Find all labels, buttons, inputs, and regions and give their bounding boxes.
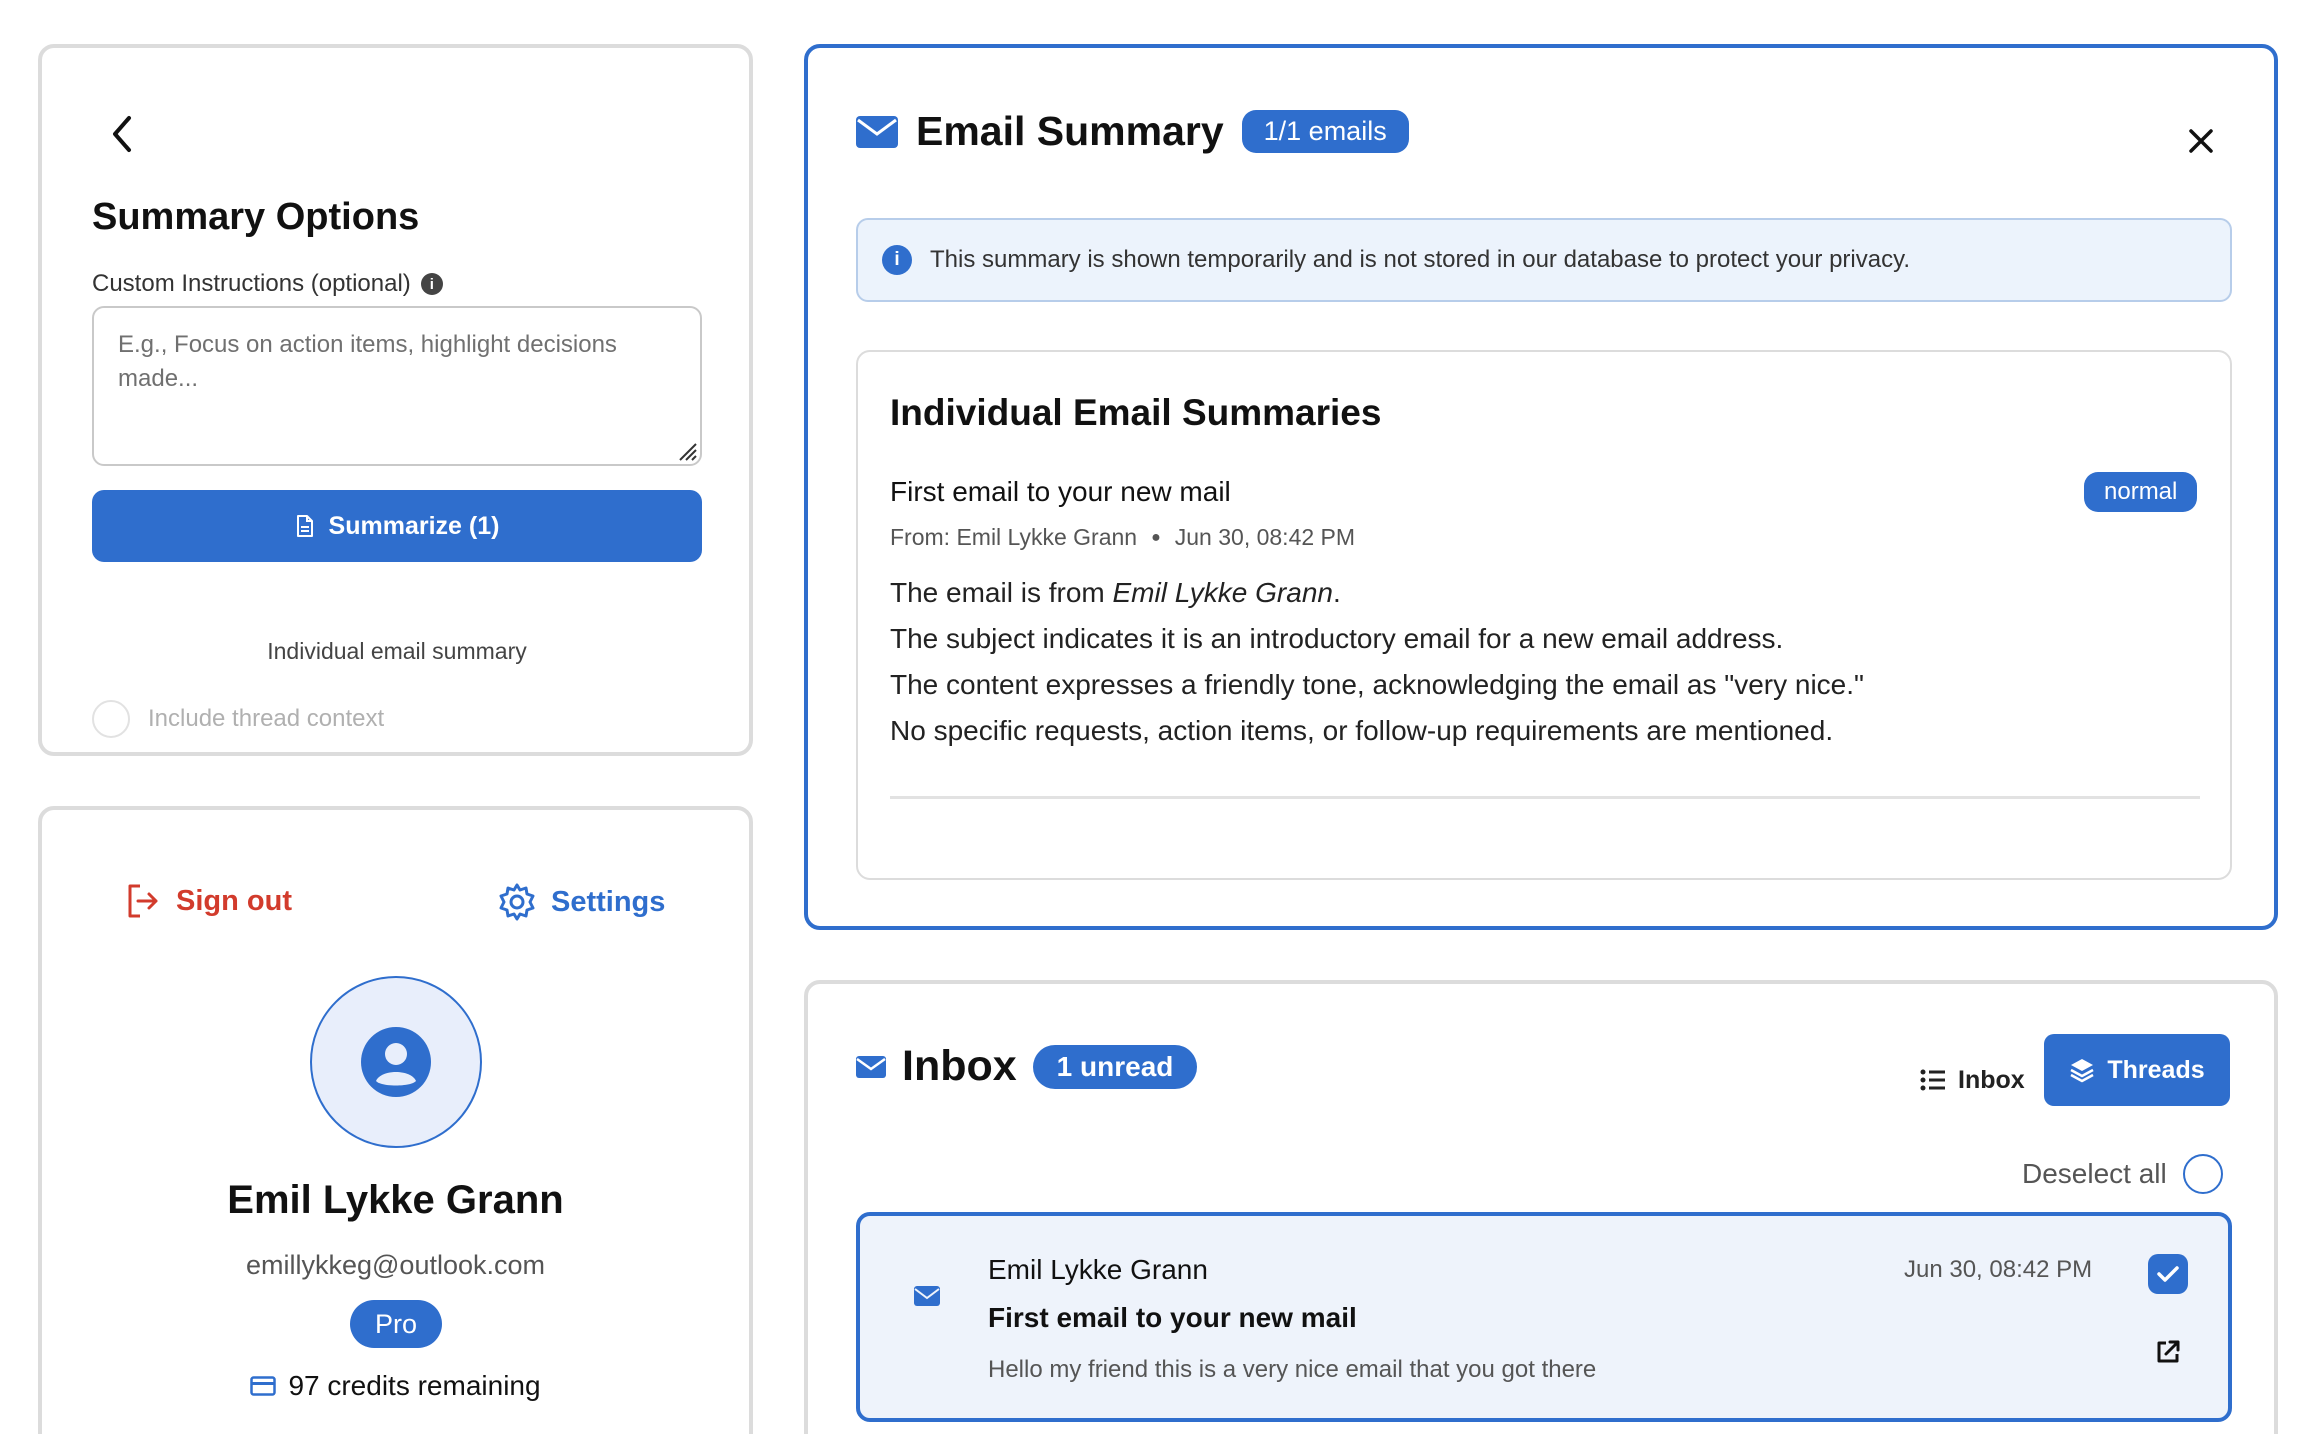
summary-email-subject: First email to your new mail xyxy=(890,476,1231,507)
summary-email-from: From: Emil Lykke Grann xyxy=(890,524,1138,550)
thread-context-checkbox[interactable] xyxy=(92,700,130,738)
envelope-icon xyxy=(914,1286,940,1306)
thread-context-label: Include thread context xyxy=(148,705,385,732)
unread-badge: 1 unread xyxy=(1033,1045,1198,1089)
inbox-view-button[interactable] xyxy=(1908,1046,2037,1114)
separator-dot: ● xyxy=(1151,528,1161,546)
sign-out-label: Sign out xyxy=(176,884,292,917)
credits-remaining xyxy=(42,1370,749,1402)
info-icon[interactable]: i xyxy=(421,273,443,295)
external-link-icon xyxy=(2154,1338,2182,1366)
deselect-all-label: Deselect all xyxy=(2022,1158,2167,1189)
envelope-icon xyxy=(856,116,898,148)
avatar xyxy=(310,976,482,1148)
list-icon xyxy=(1920,1069,1946,1091)
email-count-badge: 1/1 emails xyxy=(1242,110,1409,153)
custom-instructions-label xyxy=(92,270,443,298)
inbox-card xyxy=(804,980,2278,1434)
summary-line: The subject indicates it is an introductory email for a new email address. xyxy=(890,623,1784,654)
inbox-view-label: Inbox xyxy=(1958,1065,2025,1094)
email-list-item[interactable] xyxy=(856,1212,2232,1422)
inbox-title: Inbox xyxy=(902,1042,1017,1090)
summary-sender-name: Emil Lykke Grann xyxy=(1112,577,1333,608)
profile-card xyxy=(38,806,753,1434)
info-icon: i xyxy=(882,245,912,275)
individual-summaries-title: Individual Email Summaries xyxy=(890,392,1382,433)
summary-line: The content expresses a friendly tone, acknowledging the email as "very nice." xyxy=(890,669,1864,700)
document-icon xyxy=(295,514,315,538)
divider xyxy=(890,796,2200,799)
inbox-header xyxy=(856,1042,1197,1091)
close-icon xyxy=(2188,128,2214,154)
summary-email-date: Jun 30, 08:42 PM xyxy=(1174,524,1356,550)
summary-line: The email is from Emil Lykke Grann. xyxy=(890,577,1341,608)
email-subject: First email to your new mail xyxy=(988,1302,1357,1333)
back-button[interactable] xyxy=(92,104,152,164)
credits-text: 97 credits remaining xyxy=(288,1370,541,1401)
resize-grip-icon[interactable] xyxy=(676,440,698,462)
summarize-button-label: Summarize (1) xyxy=(328,511,500,540)
sign-out-button[interactable] xyxy=(126,882,292,920)
sign-out-icon xyxy=(126,882,160,920)
thread-context-row[interactable] xyxy=(92,700,384,738)
summary-mode-text: Individual email summary xyxy=(267,638,527,664)
privacy-notice-text: This summary is shown temporarily and is not stored in our database to protect your privacy. xyxy=(930,246,1910,273)
email-summary-header xyxy=(856,108,1409,155)
email-date: Jun 30, 08:42 PM xyxy=(1904,1256,2093,1283)
email-sender: Emil Lykke Grann xyxy=(988,1254,1208,1285)
summary-email-meta xyxy=(890,524,1355,551)
email-summary-title: Email Summary xyxy=(916,108,1224,154)
plan-badge: Pro xyxy=(350,1300,442,1348)
summary-email-body xyxy=(890,570,1864,754)
summary-options-title: Summary Options xyxy=(92,196,420,238)
gear-icon xyxy=(497,882,537,922)
email-summary-card xyxy=(804,44,2278,930)
custom-instructions-label-text: Custom Instructions (optional) xyxy=(92,270,411,297)
threads-view-label: Threads xyxy=(2107,1055,2205,1084)
chevron-left-icon xyxy=(107,114,137,154)
profile-name: Emil Lykke Grann xyxy=(227,1178,564,1222)
individual-summaries-card xyxy=(856,350,2232,880)
deselect-all-checkbox[interactable] xyxy=(2183,1154,2223,1194)
summary-options-card xyxy=(38,44,753,756)
summary-line: No specific requests, action items, or follow-up requirements are mentioned. xyxy=(890,715,1834,746)
email-preview: Hello my friend this is a very nice email that you got there xyxy=(988,1356,1597,1383)
priority-badge: normal xyxy=(2084,472,2197,512)
settings-label: Settings xyxy=(551,885,666,918)
privacy-notice xyxy=(856,218,2232,302)
credit-card-icon xyxy=(250,1376,276,1396)
close-button[interactable] xyxy=(2176,116,2226,166)
custom-instructions-input[interactable] xyxy=(92,306,702,466)
envelope-icon xyxy=(856,1056,886,1078)
user-icon xyxy=(361,1027,431,1097)
threads-view-button[interactable] xyxy=(2044,1034,2230,1106)
open-email-button[interactable] xyxy=(2150,1334,2186,1370)
deselect-all-control[interactable] xyxy=(2022,1154,2223,1194)
summarize-button[interactable] xyxy=(92,490,702,562)
layers-icon xyxy=(2069,1057,2095,1083)
settings-button[interactable] xyxy=(497,882,665,922)
check-icon xyxy=(2156,1264,2180,1284)
profile-email: emillykkeg@outlook.com xyxy=(245,1250,546,1280)
email-select-checkbox[interactable] xyxy=(2148,1254,2188,1294)
